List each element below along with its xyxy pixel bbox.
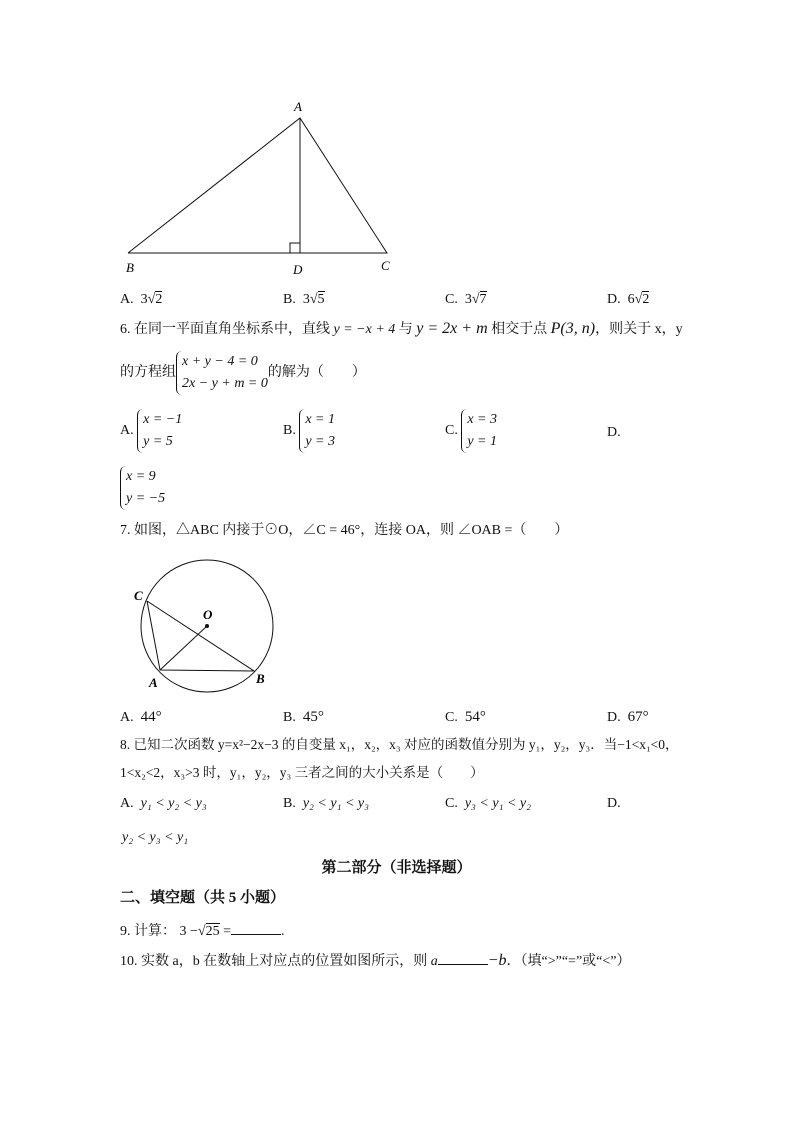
equation: y = −x + 4 [333, 322, 396, 337]
eq: x = 3 [467, 412, 498, 427]
label-c: C [134, 588, 143, 603]
option-letter: C. [445, 796, 458, 811]
q7-text: 7. 如图，△ABC 内接于⊙O，∠C = 46°，连接 OA，则 ∠OAB =（ ） [120, 523, 569, 538]
eq: y = 1 [467, 434, 498, 449]
option-value: 67° [627, 709, 649, 725]
label-c: C [381, 258, 390, 273]
answer-blank[interactable] [231, 922, 281, 935]
equals: = [223, 924, 231, 939]
var-neg-b: −b [487, 952, 507, 969]
q8-option-c[interactable] [445, 795, 531, 813]
period: . [281, 924, 285, 939]
radicand: 25 [205, 924, 220, 939]
option-letter: C. [445, 292, 458, 307]
text: 的解为（ ） [267, 365, 366, 381]
text: 9. 计算： [120, 924, 176, 939]
triangle-abc [147, 601, 254, 671]
option-letter: A. [120, 292, 134, 307]
system-eq1: x + y − 4 = 0 [182, 354, 258, 369]
center-point [205, 624, 209, 628]
option-value: y₂ < y₁ < y₃ [302, 796, 369, 811]
label-a: A [294, 99, 302, 114]
segment-oa [160, 626, 207, 670]
option-letter: B. [283, 796, 296, 811]
answer-blank[interactable] [438, 952, 488, 965]
coef: 3 [140, 292, 148, 307]
radicand: 2 [155, 292, 163, 307]
point: P(3, n) [550, 320, 596, 337]
eq: y = 5 [143, 434, 173, 449]
q5-option-a[interactable]: A. 3√2 [120, 292, 163, 307]
option-letter: D. [607, 710, 621, 725]
part2-title: 第二部分（非选择题） [321, 860, 472, 876]
option-value: y₁ < y₂ < y₃ [140, 796, 207, 811]
text: 相交于点 [491, 322, 548, 337]
text: 10. 实数 a，b 在数轴上对应点的位置如图所示，则 [120, 954, 428, 969]
eq: y = 3 [305, 434, 336, 449]
eq: x = −1 [143, 412, 183, 427]
option-letter: C. [445, 710, 458, 725]
text: ．（填“>”“=”或“<”） [506, 954, 631, 969]
var-a: a [430, 954, 438, 969]
label-b: B [256, 671, 265, 686]
text: 6. 在同一平面直角坐标系中，直线 [120, 322, 330, 337]
option-letter: B. [283, 292, 296, 307]
option-letter: A. [120, 423, 134, 439]
q5-option-b[interactable]: B. 3√5 [283, 292, 325, 307]
label-b: B [126, 260, 134, 275]
radicand: 5 [317, 292, 325, 307]
equation: y = 2x + m [416, 320, 488, 337]
q8-line2: 1<x₂<2，x₃>3 时，y₁，y₂，y₃ 三者之间的大小关系是（ ） [120, 765, 484, 780]
system-eq2: 2x − y + m = 0 [182, 376, 268, 391]
label-d: D [293, 262, 303, 277]
expression: 3 − [179, 924, 198, 939]
q5-option-d[interactable]: D. 6√2 [607, 292, 650, 307]
option-letter: B. [283, 423, 296, 439]
radicand: 7 [479, 292, 487, 307]
eq: x = 1 [305, 412, 336, 427]
option-letter: A. [120, 710, 134, 725]
coef: 3 [302, 292, 310, 307]
option-value: 45° [302, 709, 324, 725]
q8-option-d-value[interactable]: y₂ < y₃ < y₁ [122, 830, 189, 845]
text: ，则关于 x，y [595, 322, 683, 337]
q10 [120, 952, 631, 971]
q7-option-c[interactable] [445, 708, 486, 727]
label-o: O [203, 607, 213, 622]
q8-option-b[interactable] [283, 795, 369, 813]
coef: 3 [464, 292, 472, 307]
q8-option-a[interactable] [120, 795, 207, 813]
q7-option-a[interactable] [120, 708, 162, 727]
option-value: y₃ < y₁ < y₂ [464, 796, 531, 811]
q8-option-d-letter[interactable]: D. [607, 796, 621, 811]
q6-option-d-letter[interactable]: D. [607, 425, 621, 440]
eq: x = 9 [126, 469, 156, 484]
text: 与 [398, 322, 413, 337]
q7-option-b[interactable] [283, 708, 324, 727]
q5-option-c[interactable]: C. 3√7 [445, 292, 487, 307]
text: 的方程组 [120, 365, 176, 381]
q9: 9. 计算： 3 −√25 = . [120, 924, 285, 939]
option-letter: A. [120, 796, 134, 811]
radicand: 2 [642, 292, 650, 307]
option-value: 54° [464, 709, 486, 725]
section2-title: 二、填空题（共 5 小题） [120, 890, 286, 906]
eq: y = −5 [126, 491, 166, 506]
option-letter: D. [607, 292, 621, 307]
label-a: A [149, 675, 158, 690]
option-value: 44° [140, 709, 162, 725]
option-letter: C. [445, 423, 458, 439]
option-letter: B. [283, 710, 296, 725]
coef: 6 [627, 292, 635, 307]
q8-line1: 8. 已知二次函数 y=x²−2x−3 的自变量 x₁，x₂，x₃ 对应的函数值分别为 y₁，y₂，y₃．当−1<x₁<0， [120, 737, 679, 752]
q7-option-d[interactable] [607, 708, 649, 727]
